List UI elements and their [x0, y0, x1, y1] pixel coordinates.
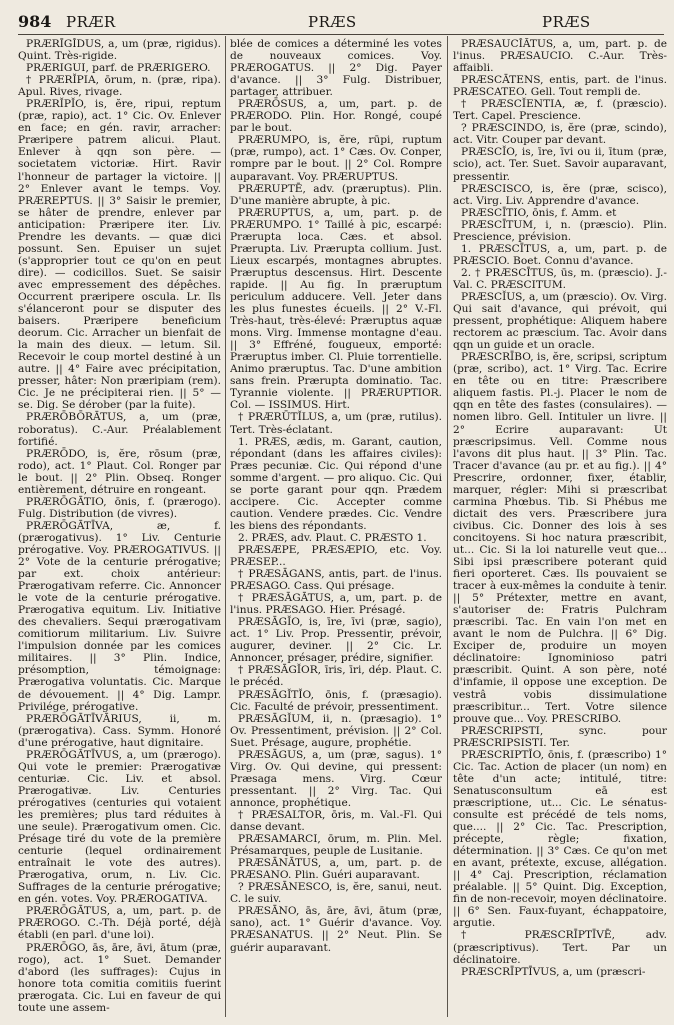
dictionary-entry: PRÆSĀGĬO, is, īre, īvi (præ, sagio), act. 1° Liv. Prop. Pressentir, prévoir, augurer, deviner. || 2° Cic. Lr. Annoncer, présager, prédire, signifier. — [230, 616, 442, 665]
dictionary-entry: 1. PRÆSCĪTUS, a, um, part. p. de PRÆSCIO. Boet. Connu d'avance. — [453, 242, 667, 267]
dictionary-entry: PRÆSCĬO, is, īre, īvi ou ii, ītum (præ, scio), act. Ter. Suet. Savoir auparavant, pressentir. — [453, 146, 667, 183]
dictionary-entry: PRÆSCRĪPTĪVUS, a, um (præscri- — [461, 965, 646, 978]
dictionary-entry: PRÆSCĪTIO, ōnis, f. Amm. et — [461, 206, 617, 219]
dictionary-entry: PRÆRUPTUS, a, um, part. p. de PRÆRUMPO. 1° Taillé à pic, escarpé: Prærupta loca. Cæs. et absol. Prærupta. Liv. Prærupta collium. Just. Lieux escarpés, montagnes abruptes. Præruptus descensus. Hirt. Descente rapide. || Au fig. In præruptum periculum adducere. Vell. Jeter dans les plus funestes écueils. || 2° V.-Fl. Très-haut, très-élevé: Præruptus aquæ mons. Virg. Immense montagne d'eau. || 3° Effréné, fougueux, emporté: Præruptus imber. Cl. Pluie torrentielle. Animo præruptus. Tac. D'une ambition sans frein. Prærupta dominatio. Tac. Tyrannie violente. || PRÆRUPTIOR. Col. — ISSIMUS. Hirt. — [230, 206, 442, 412]
dictionary-entry: PRÆRŌGĀTĪVĀRIUS, ii, m. (prærogativa). Cass. Symm. Honoré d'une prérogative, haut dignitaire. — [18, 712, 221, 749]
page-header — [18, 12, 662, 32]
dictionary-entry: PRÆRUMPO, is, ĕre, rūpi, ruptum (præ, rumpo), act. 1° Cæs. Ov. Conper, rompre par le bout. || 2° Col. Rompre auparavant. Voy. PRÆRUPTUS. — [230, 134, 442, 183]
dictionary-entry: 2. PRÆS, adv. Plaut. C. PRÆSTO 1. — [238, 531, 427, 544]
column-divider — [447, 36, 448, 1017]
dictionary-entry: PRÆRŌBŌRĀTUS, a, um (præ, roboratus). C.-Aur. Préalablement fortifié. — [18, 411, 221, 448]
dictionary-entry: PRÆSCRIPSTI, sync. pour PRÆSCRIPSISTI. Ter. — [453, 724, 667, 749]
dictionary-entry: PRÆSCRIPTĬO, ōnis, f. (præscribo) 1° Cic. Tac. Action de placer (un nom) en tête d'un acte; intitulé, titre: Senatusconsultum eā est præscriptione, ut... Cic. Le sénatus-consulte est précédé de tels noms, que.... || 2° Cic. Tac. Prescription, précepte, règle; fixation, détermination. || 3° Cæs. Ce qu'on met en avant, prétexte, excuse, allégation. || 4° Caj. Prescription, réclamation préalable. || 5° Quint. Dig. Exception, fin de non-recevoir, moyen déclinatoire. || 6° Sen. Faux-fuyant, échappatoire, argutie. — [453, 748, 667, 930]
dictionary-entry: PRÆRŌGO, ās, āre, āvi, ātum (præ, rogo), act. 1° Suet. Demander d'abord (les suffrages): Cujus in honore tota comitia comitiis fuerint prærogata. Cic. Lui en faveur de qui toute une assem- — [18, 941, 221, 1014]
dictionary-entry: PRÆRĬPĬO, is, ĕre, ripui, reptum (præ, rapio), act. 1° Cic. Ov. Enlever en face; en gén. ravir, arracher: Præripere patrem alicui. Plaut. Enlever à qqn son père. — societatem victoriæ. Hirt. Ravir l'honneur de partager la victoire. || 2° Enlever avant le temps. Voy. PRÆREPTUS. || 3° Saisir le premier, se hâter de prendre, enlever par anticipation: Præripere iter. Liv. Prendre les devants. — quæ dici possunt. Sen. Epuiser un sujet (s'approprier tout ce qu'on en peut dire). — codicillos. Suet. Se saisir avec empressement des dépêches. Occurrent præripere oscula. Lr. Ils s'élanceront pour se disputer des baisers. Præripere beneficium deorum. Cic. Arracher un bienfait de la main des dieux. — letum. Sil. Recevoir le coup mortel destiné à un autre. || 4° Faire avec précipitation, presser, hâter: Non præripiam (rem). Cic. Je ne précipiterai rien. || 5° — se. Dig. Se dérober (par la fuite). — [18, 98, 221, 412]
dictionary-entry: 1. PRÆS, ædis, m. Garant, caution, répondant (dans les affaires civiles): Præs pecuniæ. Cic. Qui répond d'une somme d'argent. — pro aliquo. Cic. Qui se porte garant pour qqn. Prædem accipere. Cic. Accepter comme caution. Vendere prædes. Cic. Vendre les biens des répondants. — [230, 435, 442, 532]
dictionary-entry: PRÆRIGUI, parf. de PRÆRIGERO. — [26, 62, 211, 75]
dictionary-entry: PRÆSĀGUS, a, um (præ, sagus). 1° Virg. Ov. Qui devine, qui pressent: Præsaga mens. Virg. Cœur pressentant. || 2° Virg. Tac. Qui annonce, prophétique. — [230, 748, 442, 809]
dictionary-entry: PRÆSÆPE, PRÆSÆPIO, etc. Voy. PRÆSEP... — [230, 543, 442, 569]
dictionary-entry: ? PRÆSĀNESCO, is, ĕre, sanui, neut. C. le suiv. — [230, 881, 442, 906]
dictionary-entry: † PRÆSCRĪPTĪVĒ, adv. (præscriptivus). Tert. Par un déclinatoire. — [453, 929, 667, 966]
running-head-left: PRÆR — [66, 13, 116, 31]
dictionary-entry: † PRÆRĬPIA, ōrum, n. (præ, ripa). Apul. Rives, rivage. — [18, 74, 221, 99]
dictionary-entry: PRÆSĀNĀTUS, a, um, part. p. de PRÆSANO. Plin. Guéri auparavant. — [230, 857, 442, 882]
dictionary-entry: PRÆSĀGĬUM, ii, n. (præsagio). 1° Ov. Pressentiment, prévision. || 2° Col. Suet. Présage, augure, prophétie. — [230, 712, 442, 749]
dictionary-entry: PRÆSCISCO, is, ĕre (præ, scisco), act. Virg. Liv. Apprendre d'avance. — [453, 182, 667, 207]
header-rule — [18, 34, 664, 35]
running-head-right: PRÆS — [542, 13, 591, 31]
dictionary-entry: PRÆRŌDO, is, ĕre, rōsum (præ, rodo), act. 1° Plaut. Col. Ronger par le bout. || 2° Plin. Obseq. Ronger entièrement, détruire en rongeant. — [18, 447, 221, 496]
column-divider — [225, 36, 226, 1017]
dictionary-entry: PRÆRUPTĒ, adv. (præruptus). Plin. D'une manière abrupte, à pic. — [230, 182, 442, 207]
dictionary-entry: † PRÆSĀGĀTUS, a, um, part. p. de l'inus. PRÆSAGO. Hier. Présagé. — [230, 592, 442, 617]
dictionary-entry: † PRÆSCĬENTIA, æ, f. (præscio). Tert. Capel. Prescience. — [453, 98, 667, 123]
column-2 — [230, 38, 442, 1020]
dictionary-entry: PRÆSCRĪBO, is, ĕre, scripsi, scriptum (præ, scribo), act. 1° Virg. Tac. Ecrire en tête ou en titre: Præscribere aliquem fastis. Pl.-j. Placer le nom de qqn en tête des fastes (consulaires). — nomen libro. Gell. Intituler un livre. || 2° Ecrire auparavant: Ut præscripsimus. Vell. Comme nous l'avons dit plus haut. || 3° Plin. Tac. Tracer d'avance (au pr. et au fig.). || 4° Prescrire, ordonner, fixer, établir, marquer, régler: Mihi si præscribat carmina Phœbus. Tib. Si Phébus me dictait des vers. Præscribere jura civibus. Cic. Donner des lois à ses concitoyens. Si hoc natura præscribit, ut... Cic. Si la loi naturelle veut que... Sibi ipsi præscribere poterant quid fieri oporteret. Cæs. Ils pouvaient se tracer à eux-mêmes la conduite à tenir. || 5° Prétexter, mettre en avant, s'autoriser de: Fratris Pulchram præscribi. Tac. En vain l'on met en avant le nom de Pulchra. || 6° Dig. Exciper de, produire un moyen déclinatoire: Ignominioso patri præscribit. Quint. A son père, noté d'infamie, il oppose une exception. De vestrâ vobis dissimulatione præscribitur... Tert. Votre silence prouve que... Voy. PRESCRIBO. — [453, 351, 667, 725]
dictionary-entry: PRÆRŌGĀTUS, a, um, part. p. de PRÆROGO. C.-Th. Déjà porté, déjà établi (en parl. d'une loi). — [18, 905, 221, 942]
dictionary-entry: † PRÆSĀGANS, antis, part. de l'inus. PRÆSAGO. Cass. Qui présage. — [230, 568, 442, 593]
dictionary-entry: † PRÆRŪTĬLUS, a, um (præ, rutilus). Tert. Très-éclatant. — [230, 411, 442, 436]
dictionary-entry: PRÆSCĬUS, a, um (præscio). Ov. Virg. Qui sait d'avance, qui prévoit, qui pressent, prophétique: Aliquem habere rectorem ac præscium. Tac. Avoir dans qqn un guide et un oracle. — [453, 290, 667, 352]
dictionary-entry: PRÆSĀGĬTĬO, ōnis, f. (præsagio). Cic. Faculté de prévoir, pressentiment. — [230, 688, 442, 713]
dictionary-entry: PRÆRĪGĬDUS, a, um (præ, rigidus). Quint. Très-rigide. — [18, 38, 221, 63]
dictionary-entry: PRÆSAUCĬĀTUS, a, um, part. p. de l'inus. PRÆSAUCIO. C.-Aur. Très-affaibli. — [453, 38, 667, 75]
dictionary-entry: † PRÆSALTOR, ōris, m. Val.-Fl. Qui danse devant. — [230, 809, 442, 834]
dictionary-entry: PRÆRŌGĀTIO, ōnis, f. (prærogo). Fulg. Distribution (de vivres). — [18, 495, 221, 520]
column-1 — [18, 38, 221, 1020]
dictionary-entry: 2. † PRÆSCĪTUS, ūs, m. (præscio). J.-Val. C. PRÆSCITUM. — [453, 266, 667, 291]
dictionary-entry: PRÆSCĀTENS, entis, part. de l'inus. PRÆSCATEO. Gell. Tout rempli de. — [453, 74, 667, 99]
page-number: 984 — [18, 12, 52, 31]
dictionary-entry: PRÆSCĪTUM, i, n. (præscio). Plin. Prescience, prévision. — [453, 218, 667, 243]
running-head-center: PRÆS — [308, 13, 357, 31]
column-3 — [453, 38, 667, 1020]
dictionary-entry: PRÆRŌSUS, a, um, part. p. de PRÆRODO. Plin. Hor. Rongé, coupé par le bout. — [230, 98, 442, 135]
dictionary-entry: PRÆSĀNO, ās, āre, āvi, ātum (præ, sano), act. 1° Guérir d'avance. Voy. PRÆSANATUS. || 2° Neut. Plin. Se guérir auparavant. — [230, 905, 442, 954]
dictionary-entry: ? PRÆSCINDO, is, ĕre (præ, scindo), act. Vitr. Couper par devant. — [453, 122, 667, 147]
dictionary-entry: † PRÆSĀGĬOR, īris, īri, dép. Plaut. C. le précéd. — [230, 664, 442, 689]
dictionary-entry: PRÆRŌGĀTĪVA, æ, f. (prærogativus). 1° Liv. Centurie prérogative. Voy. PRÆROGATIVUS. || 2° Vote de la centurie prérogative; par ext. choix antérieur: Prærogativam referre. Cic. Annoncer le vote de la centurie prérogative. Prærogativa equitum. Liv. Initiative des chevaliers. Sequi prærogativam comitiorum militarium. Liv. Suivre l'impulsion donnée par les comices militaires. || 3° Plin. Indice, présomption, témoignage: Prærogativa voluntatis. Cic. Marque de dévouement. || 4° Dig. Lampr. Privilége, prérogative. — [18, 519, 221, 713]
dictionary-entry: blée de comices a déterminé les votes de nouveaux comices. Voy. PRÆROGATUS. || 2° Dig. Payer d'avance. || 3° Fulg. Distribuer, partager, attribuer. — [230, 38, 442, 99]
dictionary-entry: PRÆSAMARCI, ōrum, m. Plin. Mel. Présamarques, peuple de Lusitanie. — [230, 833, 442, 858]
dictionary-entry: PRÆRŌGĀTĪVUS, a, um (prærogo). Qui vote le premier: Prærogativæ centuriæ. Cic. Liv. et absol. Prærogativæ. Liv. Centuries prérogatives (centuries qui votaient les premières; plus tard réduites à une seule). Prærogativum omen. Cic. Présage tiré du vote de la première centurie (lequel ordinairement entraînait le vote des autres). Prærogativa, orum, n. Liv. Cic. Suffrages de la centurie prérogative; en gén. votes. Voy. PRÆROGATIVA. — [18, 748, 221, 906]
